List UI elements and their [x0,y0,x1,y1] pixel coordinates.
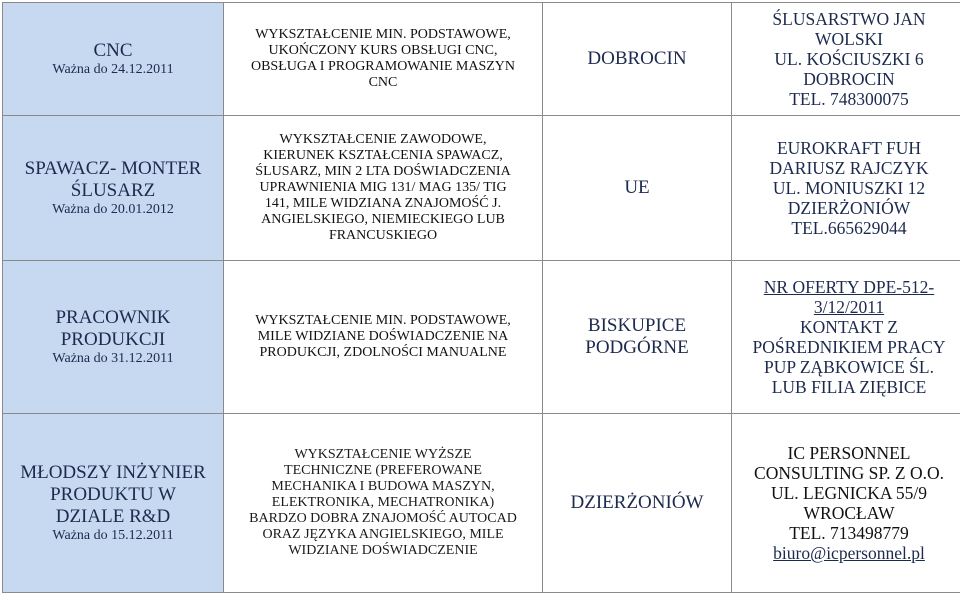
employer-line: UL. MONIUSZKI 12 [772,177,926,198]
location-line: BISKUPICE [587,315,687,337]
requirement-line: MILE WIDZIANE DOŚWIADCZENIE NA [257,328,509,344]
requirement-line: WYKSZTAŁCENIE ZAWODOWE, [279,131,487,147]
requirement-line: KIERUNEK KSZTAŁCENIA SPAWACZ, [263,147,503,163]
position-cell [3,3,224,116]
requirement-line: WYKSZTAŁCENIE WYŻSZE [294,446,472,462]
position-title: ŚLUSARZ [70,179,156,201]
location-cell [543,414,732,593]
position-title: MŁODSZY INŻYNIER [20,462,206,484]
location-line: UE [624,177,650,199]
requirement-line: 141, MILE WIDZIANA ZNAJOMOŚĆ J. [264,196,502,212]
table-row [3,261,960,414]
employer-line: UL. LEGNICKA 55/9 [770,482,928,503]
employer-cell [732,116,960,261]
requirement-line: TECHNICZNE (PREFEROWANE [284,462,482,478]
location-cell [543,116,732,261]
position-title: SPAWACZ- MONTER [24,158,202,180]
requirements-cell [224,116,543,261]
requirement-line: ELEKTRONIKA, MECHATRONIKA) [271,494,495,510]
employer-line: DOBROCIN [803,69,895,90]
valid-until: Ważna do 31.12.2011 [52,350,174,366]
employer-line: ŚLUSARSTWO JAN [772,8,926,29]
valid-until: Ważna do 15.12.2011 [52,527,174,543]
valid-until: Ważna do 24.12.2011 [52,61,174,77]
employer-line: KONTAKT Z [800,316,898,337]
offer-number: NR OFERTY DPE-512- [763,276,935,297]
requirements-cell [224,3,543,116]
employer-line: TEL. 713498779 [789,523,909,544]
requirement-line: WYKSZTAŁCENIE MIN. PODSTAWOWE, [255,312,511,328]
employer-line: PUP ZĄBKOWICE ŚL. [764,357,934,378]
offer-number: 3/12/2011 [813,296,885,317]
employer-line: EUROKRAFT FUH [776,137,922,158]
employer-line: POŚREDNIKIEM PRACY [752,337,946,357]
job-offers-table [2,2,960,593]
position-cell [3,261,224,414]
employer-line: CONSULTING SP. Z O.O. [754,462,944,483]
employer-line: WOLSKI [814,28,884,49]
location-line: DOBROCIN [587,48,687,70]
valid-until: Ważna do 20.01.2012 [52,201,174,217]
location-line: DZIERŻONIÓW [570,492,704,514]
requirement-line: BARDZO DOBRA ZNAJOMOŚĆ AUTOCAD [249,511,517,527]
employer-line: IC PERSONNEL [787,442,911,463]
position-cell [3,116,224,261]
location-cell [543,3,732,116]
requirement-line: FRANCUSKIEGO [328,228,438,244]
requirements-cell [224,414,543,593]
employer-line: DZIERŻONIÓW [787,198,911,219]
position-title: PRODUKTU W [50,484,176,506]
employer-line: DARIUSZ RAJCZYK [769,157,929,178]
requirement-line: MECHANIKA I BUDOWA MASZYN, [271,478,495,494]
requirement-line: OBSŁUGA I PROGRAMOWANIE MASZYN [250,59,516,74]
table-row [3,116,960,261]
position-title: DZIALE R&D [55,505,171,527]
requirement-line: ORAZ JĘZYKA ANGIELSKIEGO, MILE [262,527,504,543]
employer-cell [732,261,960,414]
requirement-line: PRODUKCJI, ZDOLNOŚCI MANUALNE [259,345,507,361]
requirement-line: WYKSZTAŁCENIE MIN. PODSTAWOWE, [255,26,511,42]
employer-cell [732,414,960,593]
employer-cell [732,3,960,116]
requirements-cell [224,261,543,414]
employer-line: WROCŁAW [803,503,895,523]
email-link[interactable]: biuro@icpersonnel.pl [773,543,925,564]
position-title: PRACOWNIK [55,307,171,329]
location-line: PODGÓRNE [585,337,689,358]
position-cell [3,414,224,593]
location-cell [543,261,732,414]
requirement-line: WIDZIANE DOŚWIADCZENIE [288,543,478,559]
employer-line: TEL.665629044 [791,218,907,239]
table-row [3,414,960,593]
employer-line: LUB FILIA ZIĘBICE [771,377,927,398]
position-title: PRODUKCJI [60,328,166,350]
requirement-line: ANGIELSKIEGO, NIEMIECKIEGO LUB [261,212,505,228]
requirement-line: ŚLUSARZ, MIN 2 LTA DOŚWIADCZENIA [255,163,511,179]
employer-line: UL. KOŚCIUSZKI 6 [774,48,924,69]
requirement-line: UKOŃCZONY KURS OBSŁUGI CNC, [268,42,498,58]
requirement-line: CNC [368,75,398,91]
table-row [3,3,960,116]
employer-line: TEL. 748300075 [789,89,909,110]
requirement-line: UPRAWNIENIA MIG 131/ MAG 135/ TIG [259,179,507,195]
position-title: CNC [93,40,133,62]
